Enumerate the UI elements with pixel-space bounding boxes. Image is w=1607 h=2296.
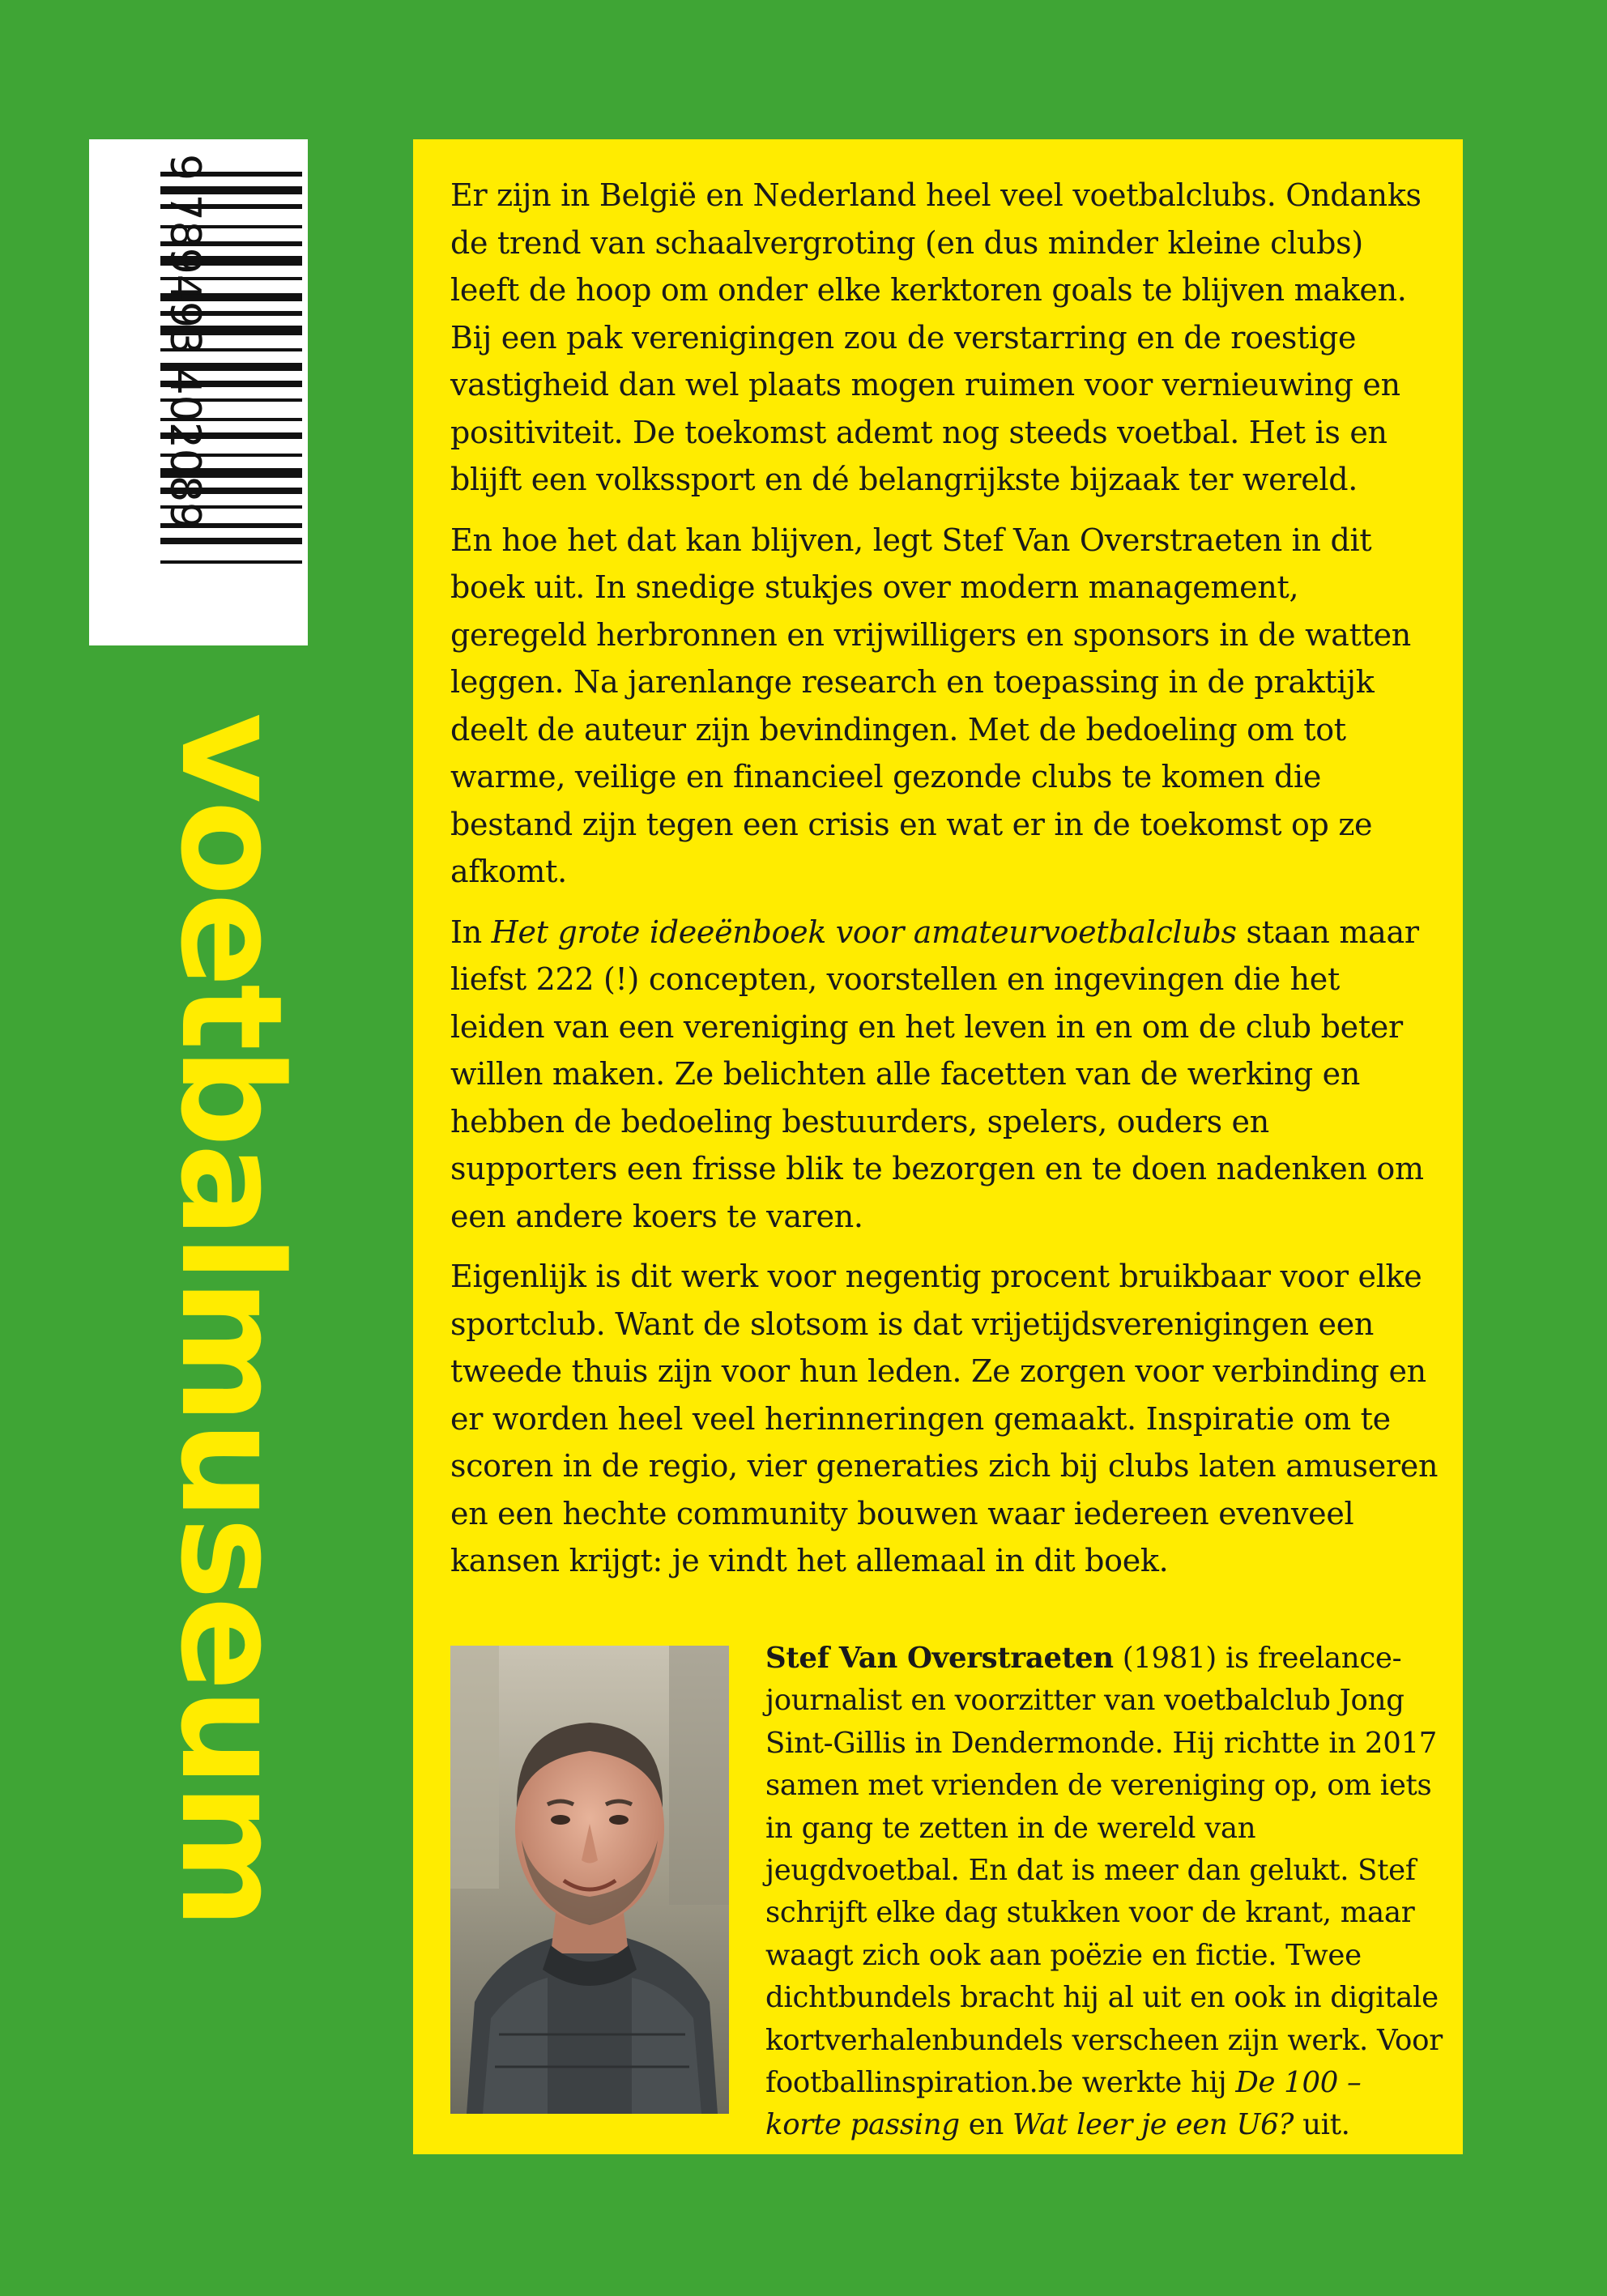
author-bio [765, 1638, 1446, 2147]
blurb-paragraph-3 [450, 909, 1439, 1241]
author-book-2: Wat leer je een U6? [1012, 2108, 1294, 2142]
author-name: Stef Van Overstraeten [765, 1642, 1114, 1675]
blurb-p3-intro: In [450, 914, 492, 950]
spine-title: voetbalmuseum [150, 713, 313, 1926]
author-bio-end: uit. [1294, 2108, 1350, 2142]
blurb-paragraph-4: Eigenlijk is dit werk voor negentig procent bruikbaar voor elke sportclub. Want de slotsom is dat vrijetijdsverenigingen een tweede thuis zijn voor hun leden. Ze zorgen voor verbinding en er worden heel veel herinneringen gemaakt. Inspiratie om te scoren in de regio, vier generaties zich bij clubs laten amuseren en een hechte community bouwen waar iedereen evenveel kansen krijgt: je vindt het allemaal in dit boek. [450, 1259, 1439, 1578]
author-book-1: De 100 – korte passing [765, 2066, 1362, 2142]
author-bio-and: en [959, 2108, 1013, 2142]
author-bio-text: (1981) is freelance-journalist en voorzitter van voetbalclub Jong Sint-Gillis in Dendermonde. Hij richtte in 2017 samen met vrienden de vereniging op, om iets in gang te zetten in de wereld van jeugdvoetbal. En dat is meer dan gelukt. Stef schrijft elke dag stukken voor de krant, maar waagt zich ook aan poëzie en fictie. Twee dichtbundels bracht hij al uit en ook in digitale kortverhalenbundels verscheen zijn werk. Voor footballinspiration.be werkte hij [765, 1642, 1443, 2100]
blurb-p3-rest: staan maar liefst 222 (!) concepten, voorstellen en ingevingen die het leiden van een vereniging en het leven in en om de club beter willen maken. Ze belichten alle facetten van de werking en hebben de bedoeling bestuurders, spelers, ouders en supporters een frisse blik te bezorgen en te doen nadenken om een andere koers te varen. [450, 914, 1424, 1234]
blurb-panel [413, 139, 1463, 2154]
book-title: Het grote ideeënboek voor amateurvoetbalclubs [491, 914, 1237, 950]
isbn-number: 9 789493 402089 [160, 154, 209, 530]
blurb-paragraph-1: Er zijn in België en Nederland heel veel voetbalclubs. Ondanks de trend van schaalvergroting (en dus minder kleine clubs) leeft de hoop om onder elke kerktoren goals te blijven maken. Bij een pak verenigingen zou de verstarring en de roestige vastigheid dan wel plaats mogen ruimen voor vernieuwing en positiviteit. De toekomst ademt nog steeds voetbal. Het is en blijft een volkssport en dé belangrijkste bijzaak ter wereld. [450, 177, 1422, 497]
spine [150, 713, 313, 2187]
isbn-barcode [89, 139, 308, 645]
author-photo [450, 1646, 729, 2114]
blurb-text [450, 172, 1439, 1598]
blurb-paragraph-2: En hoe het dat kan blijven, legt Stef Van Overstraeten in dit boek uit. In snedige stukjes over modern management, geregeld herbronnen en vrijwilligers en sponsors in de watten leggen. Na jarenlange research en toepassing in de praktijk deelt de auteur zijn bevindingen. Met de bedoeling om tot warme, veilige en financieel gezonde clubs te komen die bestand zijn tegen een crisis en wat er in de toekomst op ze afkomt. [450, 522, 1411, 889]
